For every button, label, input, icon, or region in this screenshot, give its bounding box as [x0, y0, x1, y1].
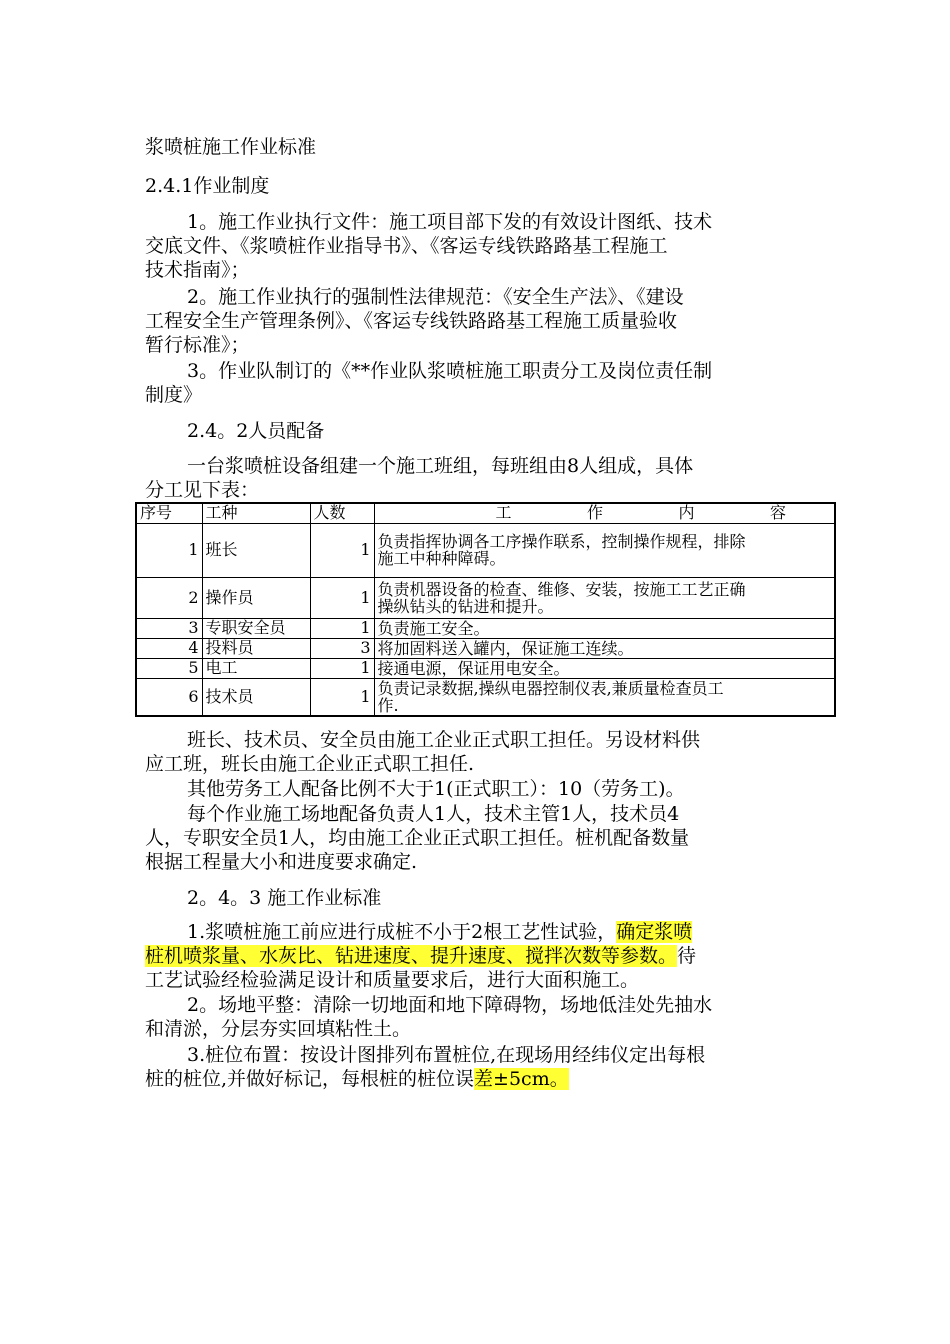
highlighted-text: 桩机喷浆量、水灰比、钻进速度、提升速度、搅拌次数等参数。	[145, 945, 678, 967]
staff-table	[135, 502, 836, 717]
para-line: 人，专职安全员1人，均由施工企业正式职工担任。桩机配备数量	[145, 827, 690, 849]
para-line: 桩机喷浆量、水灰比、钻进速度、提升速度、搅拌次数等参数。待	[145, 945, 697, 967]
table-header-row	[136, 503, 835, 523]
para-line: 工艺试验经检验满足设计和质量要求后，进行大面积施工。	[145, 969, 640, 991]
section-heading-243: 2。4。3 施工作业标准	[187, 887, 382, 909]
highlighted-text: 确定浆喷	[616, 921, 693, 943]
section-heading-242: 2.4。2人员配备	[187, 420, 325, 442]
para-line: 技术指南》；	[145, 259, 250, 281]
para-line: 3。作业队制订的《**作业队浆喷桩施工职责分工及岗位责任制	[187, 360, 713, 382]
para-line: 1。施工作业执行文件：施工项目部下发的有效设计图纸、技术	[187, 211, 713, 233]
para-line: 桩的桩位,并做好标记，每根桩的桩位误差±5cm。	[145, 1068, 569, 1090]
section-heading-241: 2.4.1作业制度	[145, 175, 270, 197]
doc-title: 浆喷桩施工作业标准	[145, 136, 317, 158]
para-line: 班长、技术员、安全员由施工企业正式职工担任。另设材料供	[187, 729, 701, 751]
highlighted-text: 差±5cm。	[474, 1068, 569, 1090]
header-work: 工 作 内 容	[374, 503, 835, 523]
header-count: 人数	[310, 503, 374, 523]
header-no: 序号	[136, 503, 202, 523]
table-row: 2 操作员 1 负责机器设备的检查、维修、安装，按施工工艺正确 操纵钻头的钻进和提升。	[136, 577, 835, 618]
para-line: 交底文件、《浆喷桩作业指导书》、《客运专线铁路路基工程施工	[145, 235, 668, 257]
para-line: 和清淤，分层夯实回填粘性土。	[145, 1018, 412, 1040]
para-line: 每个作业施工场地配备负责人1人，技术主管1人，技术员4	[187, 803, 680, 825]
table-row: 4 投料员 3 将加固料送入罐内，保证施工连续。	[136, 638, 835, 658]
table-row: 6 技术员 1 负责记录数据,操纵电器控制仪表,兼质量检查员工 作.	[136, 678, 835, 716]
para-line: 暂行标准》；	[145, 334, 250, 356]
para-line: 根据工程量大小和进度要求确定.	[145, 851, 418, 873]
header-type: 工种	[202, 503, 310, 523]
table-row: 3 专职安全员 1 负责施工安全。	[136, 618, 835, 638]
para-line: 工程安全生产管理条例》、《客运专线铁路路基工程施工质量验收	[145, 310, 678, 332]
para-line: 制度》	[145, 384, 203, 406]
para-line: 1.浆喷桩施工前应进行成桩不小于2根工艺性试验，确定浆喷	[187, 921, 693, 943]
table-row: 5 电工 1 接通电源，保证用电安全。	[136, 658, 835, 678]
para-line: 应工班，班长由施工企业正式职工担任.	[145, 753, 475, 775]
para-line: 分工见下表：	[145, 479, 260, 501]
para-line: 一台浆喷桩设备组建一个施工班组，每班组由8人组成，具体	[187, 455, 694, 477]
para-line: 2。场地平整：清除一切地面和地下障碍物，场地低洼处先抽水	[187, 994, 713, 1016]
para-line: 3.桩位布置：按设计图排列布置桩位,在现场用经纬仪定出每根	[187, 1044, 706, 1066]
para-line: 其他劳务工人配备比例不大于1(正式职工）：10（劳务工)。	[187, 778, 685, 800]
table-row: 1 班长 1 负责指挥协调各工序操作联系，控制操作规程，排除 施工中种种障碍。	[136, 523, 835, 577]
para-line: 2。施工作业执行的强制性法律规范：《安全生产法》、《建设	[187, 286, 684, 308]
